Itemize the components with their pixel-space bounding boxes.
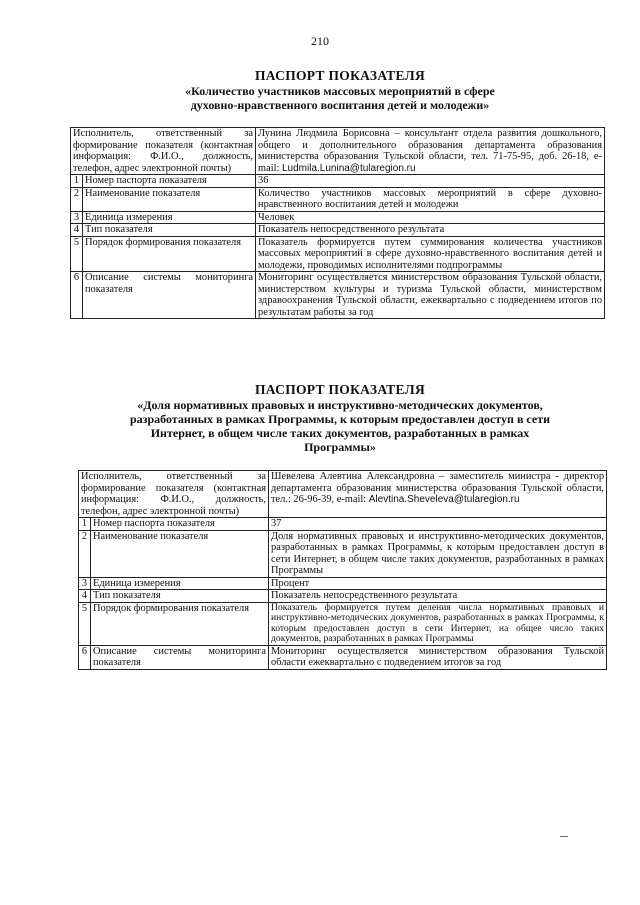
table-row bbox=[79, 518, 607, 531]
executor-label: Исполнитель, ответственный за формирование показателя (контактная информация: Ф.И.О., должность, телефон, адрес электронной почты) bbox=[79, 471, 269, 518]
table-row bbox=[71, 175, 605, 188]
section-2-subtitle-line: Интернет, в общем числе таких документов, разработанных в рамках bbox=[150, 426, 530, 440]
row-value: Доля нормативных правовых и инструктивно-методических документов, разработанных в рамках Программы, к которым предоставлен доступ в сети Интернет, в общем числе таких документов, разработанных в рамках Программы bbox=[269, 530, 607, 577]
row-number: 4 bbox=[71, 224, 83, 237]
table-row bbox=[79, 471, 607, 518]
row-number: 2 bbox=[71, 187, 83, 211]
row-label: Тип показателя bbox=[91, 590, 269, 603]
row-label: Порядок формирования показателя bbox=[83, 236, 256, 272]
table-row bbox=[71, 187, 605, 211]
row-number: 1 bbox=[79, 518, 91, 531]
row-value: Показатель непосредственного результата bbox=[256, 224, 605, 237]
passport-table-1 bbox=[70, 127, 605, 319]
row-number: 3 bbox=[71, 211, 83, 224]
row-number: 2 bbox=[79, 530, 91, 577]
row-label: Наименование показателя bbox=[83, 187, 256, 211]
table-row bbox=[71, 236, 605, 272]
table-row bbox=[71, 224, 605, 237]
row-value: Количество участников массовых мероприятий в сфере духовно-нравственного воспитания детей и молодежи bbox=[256, 187, 605, 211]
section-1-subtitle-line: «Количество участников массовых мероприятий в сфере bbox=[185, 84, 495, 98]
row-label: Номер паспорта показателя bbox=[83, 175, 256, 188]
section-2-subtitle-line: разработанных в рамках Программы, к которым предоставлен доступ в сети bbox=[129, 412, 551, 426]
section-1-subtitle-line: духовно-нравственного воспитания детей и молодежи» bbox=[190, 98, 490, 112]
row-label: Единица измерения bbox=[91, 577, 269, 590]
row-number: 6 bbox=[71, 272, 83, 319]
row-number: 6 bbox=[79, 645, 91, 669]
row-label: Порядок формирования показателя bbox=[91, 602, 269, 645]
section-2-subtitle-line: «Доля нормативных правовых и инструктивно-методических документов, bbox=[137, 398, 543, 412]
executor-email: Alevtina.Sheveleva@tularegion.ru bbox=[368, 494, 520, 505]
row-value: Мониторинг осуществляется министерством образования Тульской области ежеквартально с подведением итогов за год bbox=[269, 645, 607, 669]
row-number: 5 bbox=[71, 236, 83, 272]
row-label: Номер паспорта показателя bbox=[91, 518, 269, 531]
row-value: Показатель непосредственного результата bbox=[269, 590, 607, 603]
executor-email: Ludmila.Lunina@tularegion.ru bbox=[281, 162, 416, 174]
passport-table-2 bbox=[78, 470, 607, 670]
table-row bbox=[79, 645, 607, 669]
row-number: 1 bbox=[71, 175, 83, 188]
section-1-heading bbox=[70, 68, 610, 112]
table-row bbox=[79, 530, 607, 577]
table-row bbox=[79, 590, 607, 603]
executor-value bbox=[256, 128, 605, 175]
table-row bbox=[71, 211, 605, 224]
row-label: Единица измерения bbox=[83, 211, 256, 224]
table-row bbox=[71, 272, 605, 319]
row-label: Описание системы мониторинга показателя bbox=[83, 272, 256, 319]
scan-mark bbox=[560, 836, 568, 837]
row-value: Показатель формируется путем деления числа нормативных правовых и инструктивно-методических документов, разработанных в рамках Программы, к которым предоставлен доступ в сети Интернет, на общее число таких документов, разработанных в рамках Программы bbox=[269, 602, 607, 645]
row-value: 36 bbox=[256, 175, 605, 188]
section-1-title: ПАСПОРТ ПОКАЗАТЕЛЯ bbox=[254, 68, 426, 83]
executor-label: Исполнитель, ответственный за формирование показателя (контактная информация: Ф.И.О., должность, телефон, адрес электронной почты) bbox=[71, 128, 256, 175]
row-value: 37 bbox=[269, 518, 607, 531]
row-label: Наименование показателя bbox=[91, 530, 269, 577]
table-row bbox=[79, 602, 607, 645]
executor-text: Шевелева Алевтина Александровна – заместитель министра - директор департамента образования министерства образования Тульской области, тел.: 26-96-39, e-mail: bbox=[271, 471, 605, 505]
row-label: Описание системы мониторинга показателя bbox=[91, 645, 269, 669]
row-value: Процент bbox=[269, 577, 607, 590]
page-number: 210 bbox=[311, 34, 329, 48]
row-label: Тип показателя bbox=[83, 224, 256, 237]
table-row bbox=[79, 577, 607, 590]
row-number: 3 bbox=[79, 577, 91, 590]
executor-text: Лунина Людмила Борисовна – консультант отдела развития дошкольного, общего и дополнительного образования департамента образования министерства образования Тульской области, тел. 71-75-95, доб. 26-18, e-mail: bbox=[258, 128, 603, 174]
row-number: 5 bbox=[79, 602, 91, 645]
section-2-heading bbox=[70, 382, 610, 454]
executor-value bbox=[269, 471, 607, 518]
section-2-subtitle-line: Программы» bbox=[304, 440, 376, 454]
section-2-title: ПАСПОРТ ПОКАЗАТЕЛЯ bbox=[254, 382, 426, 397]
row-value: Человек bbox=[256, 211, 605, 224]
row-value: Показатель формируется путем суммирования количества участников массовых мероприятий в сфере духовно-нравственного воспитания детей и молодежи, проводимых исполнителями подпрограммы bbox=[256, 236, 605, 272]
row-value: Мониторинг осуществляется министерством образования Тульской области, министерством культуры и туризма Тульской области, министерством здравоохранения Тульской области, ежеквартально с подведением итогов по результатам работы за год bbox=[256, 272, 605, 319]
table-row bbox=[71, 128, 605, 175]
row-number: 4 bbox=[79, 590, 91, 603]
